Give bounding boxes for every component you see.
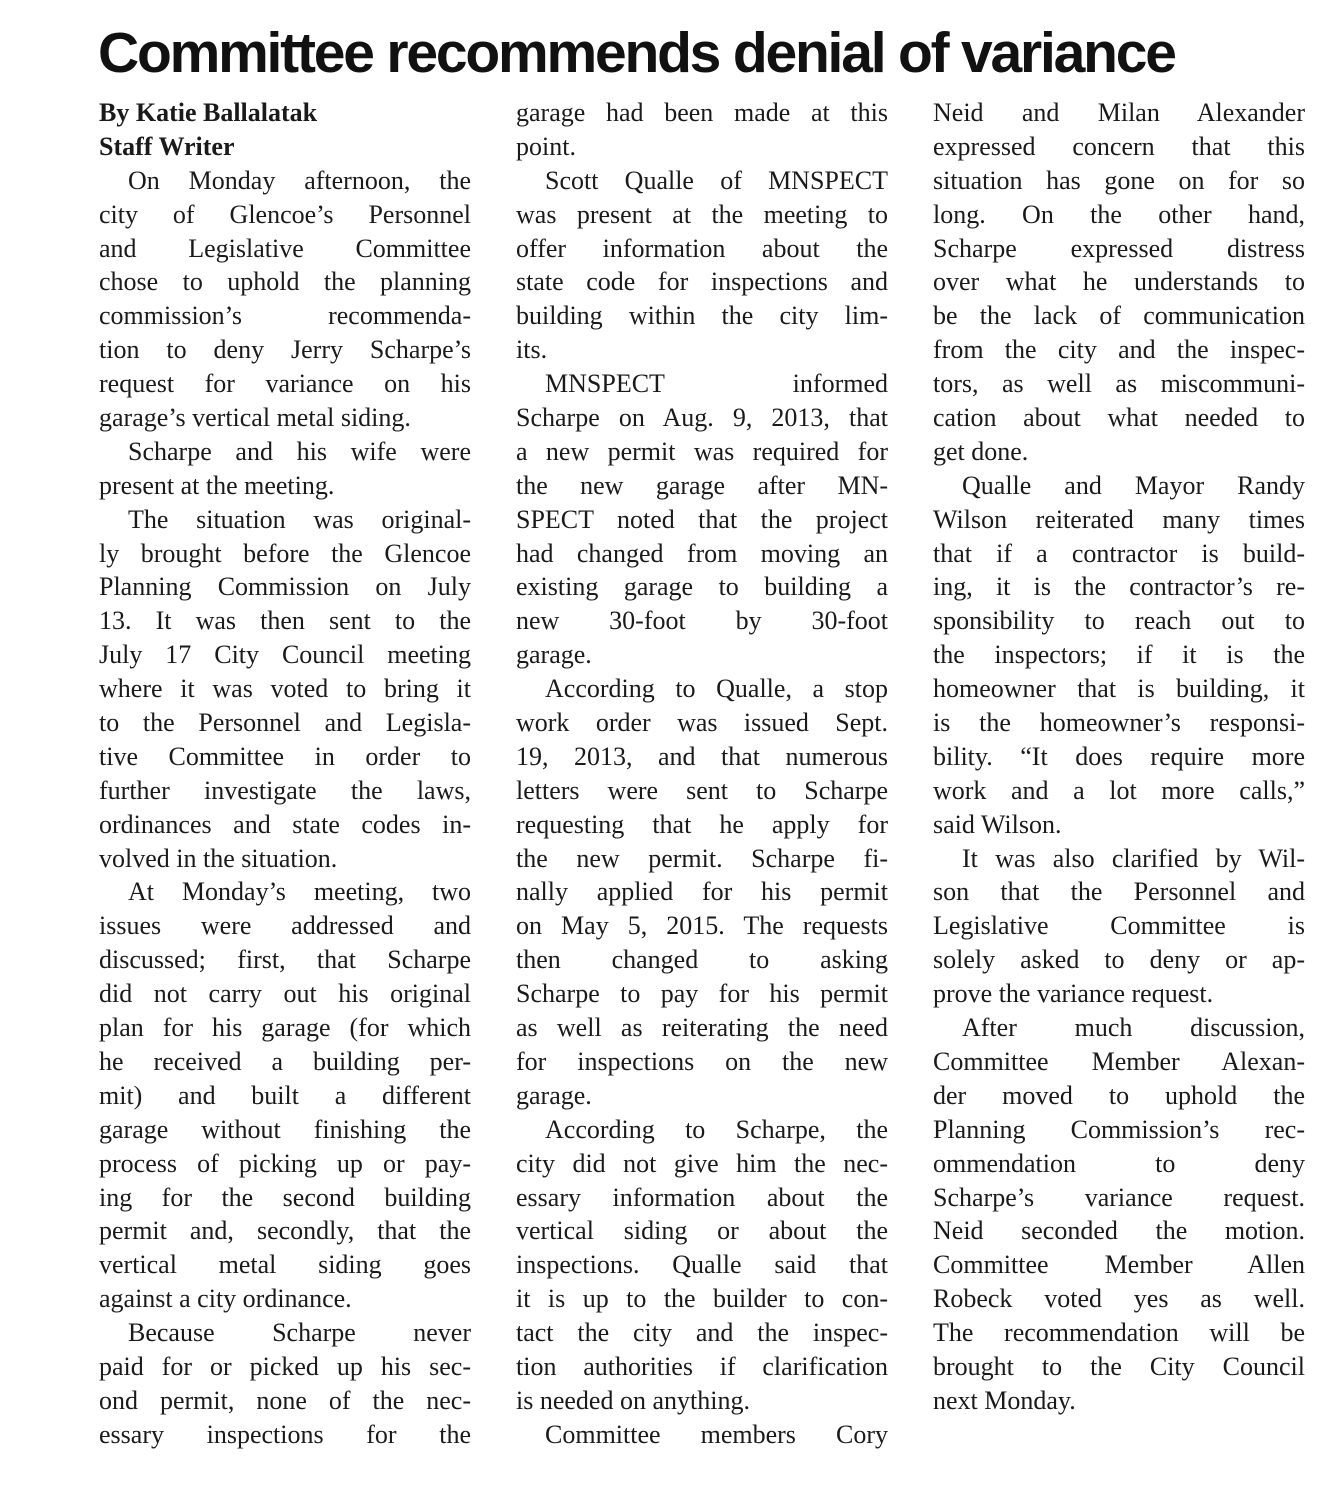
text-line: SPECT noted that the project bbox=[516, 504, 888, 534]
text-line: ing, it is the contractor’s re- bbox=[933, 572, 1305, 602]
text-line: Because Scharpe never bbox=[128, 1318, 471, 1348]
text-line: nally applied for his permit bbox=[516, 877, 888, 907]
text-line: issues were addressed and bbox=[99, 911, 471, 941]
text-line: plan for his garage (for which bbox=[99, 1013, 471, 1043]
text-line: Neid and Milan Alexander bbox=[933, 98, 1305, 127]
text-line: long. On the other hand, bbox=[933, 199, 1305, 229]
text-line: for inspections on the new bbox=[516, 1046, 888, 1076]
text-line: Scharpe and his wife were bbox=[128, 436, 471, 466]
text-line: requesting that he apply for bbox=[516, 809, 888, 839]
text-line: Scharpe expressed distress bbox=[933, 233, 1305, 263]
text-line: next Monday. bbox=[933, 1385, 1076, 1415]
text-line: tors, as well as miscommuni- bbox=[933, 369, 1305, 399]
text-line: Planning Commission on July bbox=[99, 572, 471, 602]
text-line: Legislative Committee is bbox=[933, 911, 1305, 941]
text-line: Robeck voted yes as well. bbox=[933, 1284, 1305, 1314]
byline-author: By Katie Ballalatak bbox=[99, 98, 318, 127]
text-line: The recommendation will be bbox=[933, 1318, 1305, 1348]
text-line: request for variance on his bbox=[99, 369, 471, 399]
text-line: present at the meeting. bbox=[99, 470, 335, 500]
text-line: ommendation to deny bbox=[933, 1148, 1305, 1178]
text-line: tive Committee in order to bbox=[99, 741, 471, 771]
text-line: permit and, secondly, that the bbox=[99, 1216, 471, 1246]
text-line: and Legislative Committee bbox=[99, 233, 471, 263]
text-line: der moved to uphold the bbox=[933, 1080, 1305, 1110]
text-line: Planning Commission’s rec- bbox=[933, 1114, 1305, 1144]
text-line: was present at the meeting to bbox=[516, 199, 888, 229]
text-line: city did not give him the nec- bbox=[516, 1148, 888, 1178]
text-line: get done. bbox=[933, 436, 1029, 466]
text-line: its. bbox=[516, 335, 548, 365]
text-line: state code for inspections and bbox=[516, 267, 888, 297]
text-line: tion to deny Jerry Scharpe’s bbox=[99, 335, 471, 365]
text-line: chose to uphold the planning bbox=[99, 267, 471, 297]
text-line: it is up to the builder to con- bbox=[516, 1284, 888, 1314]
text-line: point. bbox=[516, 131, 576, 161]
text-line: tact the city and the inspec- bbox=[516, 1318, 888, 1348]
text-line: Committee Member Allen bbox=[933, 1250, 1305, 1280]
text-line: According to Qualle, a stop bbox=[545, 674, 888, 704]
text-line: process of picking up or pay- bbox=[99, 1148, 471, 1178]
text-line: work order was issued Sept. bbox=[516, 708, 888, 738]
text-line: new 30-foot by 30-foot bbox=[516, 606, 888, 636]
text-line: garage’s vertical metal siding. bbox=[99, 403, 411, 433]
text-line: Committee Member Alexan- bbox=[933, 1046, 1305, 1076]
text-line: essary information about the bbox=[516, 1182, 888, 1212]
text-line: It was also clarified by Wil- bbox=[962, 843, 1305, 873]
text-line: cation about what needed to bbox=[933, 403, 1305, 433]
text-line: on May 5, 2015. The requests bbox=[516, 911, 888, 941]
text-line: ing for the second building bbox=[99, 1182, 471, 1212]
text-line: work and a lot more calls,” bbox=[933, 775, 1305, 805]
text-line: to the Personnel and Legisla- bbox=[99, 708, 471, 738]
text-line: sponsibility to reach out to bbox=[933, 606, 1305, 636]
text-line: the inspectors; if it is the bbox=[933, 640, 1305, 670]
article-column-1 bbox=[99, 96, 471, 1452]
text-line: inspections. Qualle said that bbox=[516, 1250, 888, 1280]
text-line: mit) and built a different bbox=[99, 1080, 471, 1110]
text-line: paid for or picked up his sec- bbox=[99, 1351, 471, 1381]
text-line: as well as reiterating the need bbox=[516, 1013, 888, 1043]
text-line: building within the city lim- bbox=[516, 301, 888, 331]
article-column-3 bbox=[933, 96, 1305, 1418]
text-line: According to Scharpe, the bbox=[545, 1114, 888, 1144]
text-line: Scharpe on Aug. 9, 2013, that bbox=[516, 403, 888, 433]
text-line: garage. bbox=[516, 640, 592, 670]
text-line: ly brought before the Glencoe bbox=[99, 538, 471, 568]
text-line: vertical siding or about the bbox=[516, 1216, 888, 1246]
text-line: Scharpe to pay for his permit bbox=[516, 979, 888, 1009]
text-line: homeowner that is building, it bbox=[933, 674, 1305, 704]
text-line: garage. bbox=[516, 1080, 592, 1110]
text-line: over what he understands to bbox=[933, 267, 1305, 297]
text-line: he received a building per- bbox=[99, 1046, 471, 1076]
text-line: Scharpe’s variance request. bbox=[933, 1182, 1305, 1212]
text-line: city of Glencoe’s Personnel bbox=[99, 199, 471, 229]
text-line: commission’s recommenda- bbox=[99, 301, 471, 331]
text-line: MNSPECT informed bbox=[545, 369, 888, 399]
text-line: Scott Qualle of MNSPECT bbox=[545, 165, 888, 195]
text-line: At Monday’s meeting, two bbox=[128, 877, 471, 907]
text-line: did not carry out his original bbox=[99, 979, 471, 1009]
text-line: Neid seconded the motion. bbox=[933, 1216, 1305, 1246]
text-line: letters were sent to Scharpe bbox=[516, 775, 888, 805]
text-line: said Wilson. bbox=[933, 809, 1062, 839]
text-line: is needed on anything. bbox=[516, 1385, 750, 1415]
byline-role: Staff Writer bbox=[99, 131, 235, 161]
text-line: further investigate the laws, bbox=[99, 775, 471, 805]
headline: Committee recommends denial of variance bbox=[98, 21, 1175, 85]
text-line: where it was voted to bring it bbox=[99, 674, 471, 704]
text-line: bility. “It does require more bbox=[933, 741, 1305, 771]
text-line: offer information about the bbox=[516, 233, 888, 263]
text-line: existing garage to building a bbox=[516, 572, 888, 602]
text-line: After much discussion, bbox=[962, 1013, 1305, 1043]
text-line: situation has gone on for so bbox=[933, 165, 1305, 195]
text-line: 19, 2013, and that numerous bbox=[516, 741, 888, 771]
text-line: essary inspections for the bbox=[99, 1419, 471, 1449]
text-line: On Monday afternoon, the bbox=[128, 165, 471, 195]
text-line: then changed to asking bbox=[516, 945, 888, 975]
text-line: expressed concern that this bbox=[933, 131, 1305, 161]
text-line: brought to the City Council bbox=[933, 1351, 1305, 1381]
text-line: that if a contractor is build- bbox=[933, 538, 1305, 568]
text-line: from the city and the inspec- bbox=[933, 335, 1305, 365]
text-line: against a city ordinance. bbox=[99, 1284, 352, 1314]
text-line: the new garage after MN- bbox=[516, 470, 888, 500]
text-line: volved in the situation. bbox=[99, 843, 338, 873]
text-line: The situation was original- bbox=[128, 504, 471, 534]
text-line: tion authorities if clarification bbox=[516, 1351, 888, 1381]
text-line: a new permit was required for bbox=[516, 436, 888, 466]
text-line: son that the Personnel and bbox=[933, 877, 1305, 907]
text-line: Committee members Cory bbox=[545, 1419, 888, 1449]
text-line: the new permit. Scharpe fi- bbox=[516, 843, 888, 873]
text-line: Qualle and Mayor Randy bbox=[962, 470, 1305, 500]
text-line: prove the variance request. bbox=[933, 979, 1214, 1009]
text-line: ond permit, none of the nec- bbox=[99, 1385, 471, 1415]
text-line: vertical metal siding goes bbox=[99, 1250, 471, 1280]
text-line: is the homeowner’s responsi- bbox=[933, 708, 1305, 738]
text-line: garage had been made at this bbox=[516, 98, 888, 127]
text-line: garage without finishing the bbox=[99, 1114, 471, 1144]
text-line: solely asked to deny or ap- bbox=[933, 945, 1305, 975]
text-line: July 17 City Council meeting bbox=[99, 640, 471, 670]
text-line: had changed from moving an bbox=[516, 538, 888, 568]
text-line: ordinances and state codes in- bbox=[99, 809, 471, 839]
text-line: 13. It was then sent to the bbox=[99, 606, 471, 636]
text-line: Wilson reiterated many times bbox=[933, 504, 1305, 534]
text-line: discussed; first, that Scharpe bbox=[99, 945, 471, 975]
text-line: be the lack of communication bbox=[933, 301, 1305, 331]
article-column-2 bbox=[516, 96, 888, 1452]
